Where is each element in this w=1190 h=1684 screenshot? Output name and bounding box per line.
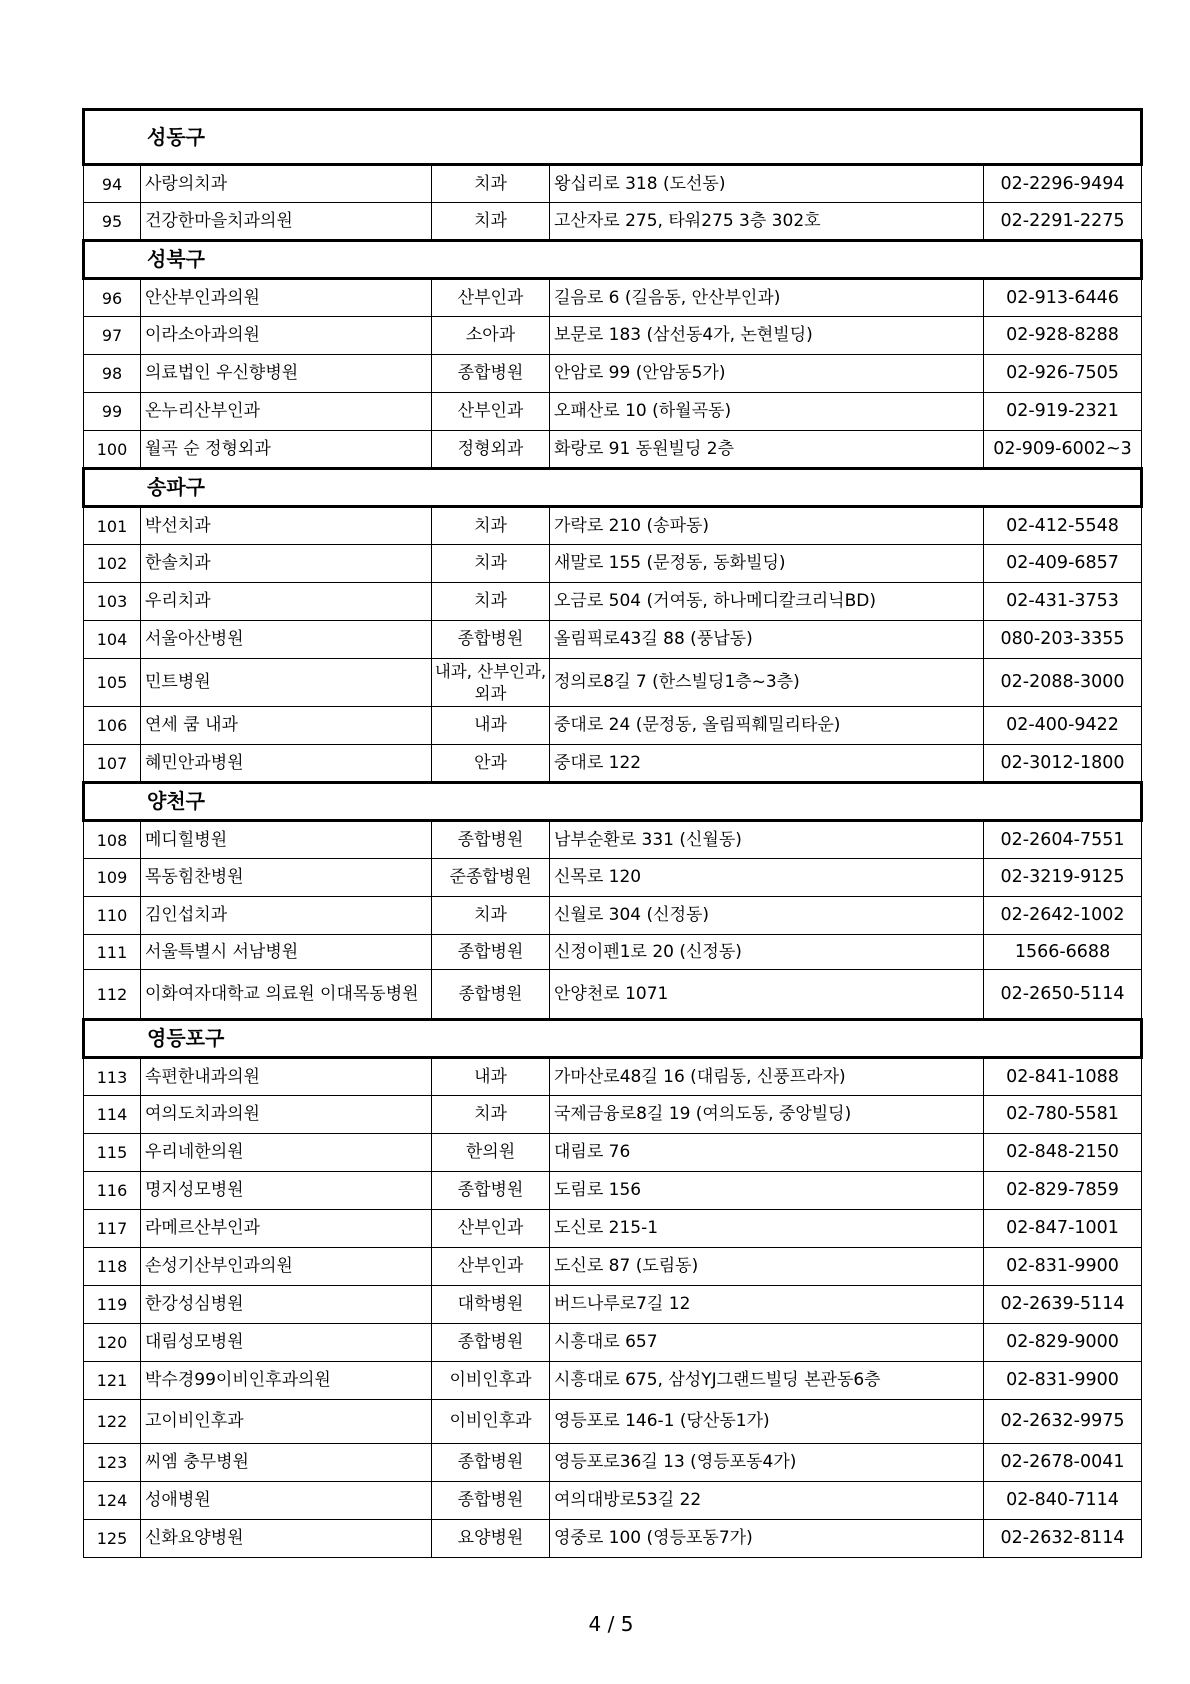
row-number: 103 — [84, 583, 141, 621]
section-header-row — [84, 1020, 1142, 1058]
department: 한의원 — [432, 1134, 550, 1172]
department: 대학병원 — [432, 1286, 550, 1324]
address: 오패산로 10 (하월곡동) — [550, 393, 984, 431]
row-number: 104 — [84, 621, 141, 659]
hospital-name: 여의도치과의원 — [141, 1096, 432, 1134]
phone-number: 02-840-7114 — [984, 1482, 1142, 1520]
address: 중대로 24 (문정동, 올림픽훼밀리타운) — [550, 707, 984, 745]
hospital-name: 건강한마을치과의원 — [141, 203, 432, 241]
row-number: 109 — [84, 859, 141, 897]
address: 대림로 76 — [550, 1134, 984, 1172]
row-number: 125 — [84, 1520, 141, 1558]
row-number: 107 — [84, 745, 141, 783]
department: 치과 — [432, 507, 550, 545]
phone-number: 02-2604-7551 — [984, 821, 1142, 859]
phone-number: 02-2650-5114 — [984, 970, 1142, 1020]
table-row — [84, 1210, 1142, 1248]
section-title: 송파구 — [84, 469, 1142, 507]
address: 가마산로48길 16 (대림동, 신풍프라자) — [550, 1058, 984, 1096]
table-row — [84, 621, 1142, 659]
table-row — [84, 583, 1142, 621]
phone-number: 02-909-6002~3 — [984, 431, 1142, 469]
row-number: 124 — [84, 1482, 141, 1520]
hospital-name: 월곡 순 정형외과 — [141, 431, 432, 469]
row-number: 115 — [84, 1134, 141, 1172]
department: 소아과 — [432, 317, 550, 355]
table-row — [84, 545, 1142, 583]
section-header-row — [84, 241, 1142, 279]
table-row — [84, 1248, 1142, 1286]
department: 요양병원 — [432, 1520, 550, 1558]
phone-number: 02-913-6446 — [984, 279, 1142, 317]
department: 산부인과 — [432, 1210, 550, 1248]
address: 남부순환로 331 (신월동) — [550, 821, 984, 859]
table-row — [84, 707, 1142, 745]
phone-number: 02-841-1088 — [984, 1058, 1142, 1096]
address: 정의로8길 7 (한스빌딩1층~3층) — [550, 659, 984, 707]
address: 안양천로 1071 — [550, 970, 984, 1020]
phone-number: 080-203-3355 — [984, 621, 1142, 659]
phone-number: 02-919-2321 — [984, 393, 1142, 431]
hospital-name: 이화여자대학교 의료원 이대목동병원 — [141, 970, 432, 1020]
address: 화랑로 91 동원빌딩 2층 — [550, 431, 984, 469]
table-row — [84, 821, 1142, 859]
phone-number: 02-409-6857 — [984, 545, 1142, 583]
table-row — [84, 1134, 1142, 1172]
table-row — [84, 1520, 1142, 1558]
row-number: 116 — [84, 1172, 141, 1210]
address: 여의대방로53길 22 — [550, 1482, 984, 1520]
table-row — [84, 279, 1142, 317]
table-row — [84, 355, 1142, 393]
address: 중대로 122 — [550, 745, 984, 783]
hospital-name: 김인섭치과 — [141, 897, 432, 935]
row-number: 96 — [84, 279, 141, 317]
department: 치과 — [432, 203, 550, 241]
department: 치과 — [432, 1096, 550, 1134]
address: 버드나루로7길 12 — [550, 1286, 984, 1324]
department: 준종합병원 — [432, 859, 550, 897]
department: 이비인후과 — [432, 1400, 550, 1444]
hospital-name: 메디힐병원 — [141, 821, 432, 859]
address: 가락로 210 (송파동) — [550, 507, 984, 545]
hospital-name: 씨엠 충무병원 — [141, 1444, 432, 1482]
department: 종합병원 — [432, 621, 550, 659]
table-row — [84, 745, 1142, 783]
table-row — [84, 1362, 1142, 1400]
hospital-name: 신화요양병원 — [141, 1520, 432, 1558]
hospital-name: 의료법인 우신향병원 — [141, 355, 432, 393]
row-number: 101 — [84, 507, 141, 545]
hospital-name: 사랑의치과 — [141, 165, 432, 203]
phone-number: 02-2632-8114 — [984, 1520, 1142, 1558]
address: 올림픽로43길 88 (풍납동) — [550, 621, 984, 659]
department: 산부인과 — [432, 393, 550, 431]
department: 종합병원 — [432, 821, 550, 859]
table-row — [84, 859, 1142, 897]
table-row — [84, 1482, 1142, 1520]
section-header-row — [84, 783, 1142, 821]
department: 종합병원 — [432, 1324, 550, 1362]
table-row — [84, 1286, 1142, 1324]
department: 종합병원 — [432, 1172, 550, 1210]
row-number: 113 — [84, 1058, 141, 1096]
address: 시흥대로 657 — [550, 1324, 984, 1362]
hospital-name: 혜민안과병원 — [141, 745, 432, 783]
table-row — [84, 659, 1142, 707]
department: 안과 — [432, 745, 550, 783]
phone-number: 02-400-9422 — [984, 707, 1142, 745]
hospital-name: 손성기산부인과의원 — [141, 1248, 432, 1286]
hospital-name: 서울특별시 서남병원 — [141, 935, 432, 970]
section-header-row — [84, 469, 1142, 507]
address: 안암로 99 (안암동5가) — [550, 355, 984, 393]
department: 내과, 산부인과,외과 — [432, 659, 550, 707]
address: 시흥대로 675, 삼성YJ그랜드빌딩 본관동6층 — [550, 1362, 984, 1400]
department: 종합병원 — [432, 1444, 550, 1482]
department: 산부인과 — [432, 1248, 550, 1286]
department: 치과 — [432, 583, 550, 621]
row-number: 97 — [84, 317, 141, 355]
hospital-name: 성애병원 — [141, 1482, 432, 1520]
table-row — [84, 970, 1142, 1020]
table-row — [84, 1444, 1142, 1482]
department: 내과 — [432, 707, 550, 745]
phone-number: 1566-6688 — [984, 935, 1142, 970]
hospital-name: 서울아산병원 — [141, 621, 432, 659]
table-row — [84, 165, 1142, 203]
hospital-name: 안산부인과의원 — [141, 279, 432, 317]
row-number: 120 — [84, 1324, 141, 1362]
table-row — [84, 1172, 1142, 1210]
hospital-name: 이라소아과의원 — [141, 317, 432, 355]
table-row — [84, 1400, 1142, 1444]
table-row — [84, 393, 1142, 431]
address: 고산자로 275, 타워275 3층 302호 — [550, 203, 984, 241]
table-row — [84, 317, 1142, 355]
address: 보문로 183 (삼선동4가, 논현빌딩) — [550, 317, 984, 355]
table-row — [84, 897, 1142, 935]
phone-number: 02-2632-9975 — [984, 1400, 1142, 1444]
address: 신정이펜1로 20 (신정동) — [550, 935, 984, 970]
section-header-row — [84, 110, 1142, 165]
phone-number: 02-829-7859 — [984, 1172, 1142, 1210]
phone-number: 02-2296-9494 — [984, 165, 1142, 203]
hospital-table — [82, 108, 1143, 1558]
address: 신월로 304 (신정동) — [550, 897, 984, 935]
row-number: 98 — [84, 355, 141, 393]
phone-number: 02-2642-1002 — [984, 897, 1142, 935]
phone-number: 02-3219-9125 — [984, 859, 1142, 897]
department: 내과 — [432, 1058, 550, 1096]
hospital-name: 우리치과 — [141, 583, 432, 621]
phone-number: 02-2639-5114 — [984, 1286, 1142, 1324]
address: 신목로 120 — [550, 859, 984, 897]
row-number: 108 — [84, 821, 141, 859]
table-row — [84, 431, 1142, 469]
hospital-name: 라메르산부인과 — [141, 1210, 432, 1248]
address: 오금로 504 (거여동, 하나메디칼크리닉BD) — [550, 583, 984, 621]
phone-number: 02-780-5581 — [984, 1096, 1142, 1134]
table-row — [84, 1324, 1142, 1362]
department: 이비인후과 — [432, 1362, 550, 1400]
section-title: 영등포구 — [84, 1020, 1142, 1058]
department: 치과 — [432, 165, 550, 203]
address: 왕십리로 318 (도선동) — [550, 165, 984, 203]
table-row — [84, 507, 1142, 545]
row-number: 99 — [84, 393, 141, 431]
address: 영등포로 146-1 (당산동1가) — [550, 1400, 984, 1444]
table-row — [84, 1096, 1142, 1134]
department: 종합병원 — [432, 970, 550, 1020]
row-number: 105 — [84, 659, 141, 707]
department: 치과 — [432, 897, 550, 935]
department: 종합병원 — [432, 1482, 550, 1520]
address: 영중로 100 (영등포동7가) — [550, 1520, 984, 1558]
address: 새말로 155 (문정동, 동화빌딩) — [550, 545, 984, 583]
address: 국제금융로8길 19 (여의도동, 중앙빌딩) — [550, 1096, 984, 1134]
hospital-name: 우리네한의원 — [141, 1134, 432, 1172]
hospital-name: 민트병원 — [141, 659, 432, 707]
department: 치과 — [432, 545, 550, 583]
row-number: 102 — [84, 545, 141, 583]
table-row — [84, 935, 1142, 970]
row-number: 114 — [84, 1096, 141, 1134]
department: 정형외과 — [432, 431, 550, 469]
hospital-name: 고이비인후과 — [141, 1400, 432, 1444]
section-title: 성동구 — [84, 110, 1142, 165]
phone-number: 02-847-1001 — [984, 1210, 1142, 1248]
phone-number: 02-2678-0041 — [984, 1444, 1142, 1482]
address: 길음로 6 (길음동, 안산부인과) — [550, 279, 984, 317]
row-number: 111 — [84, 935, 141, 970]
phone-number: 02-829-9000 — [984, 1324, 1142, 1362]
phone-number: 02-412-5548 — [984, 507, 1142, 545]
row-number: 106 — [84, 707, 141, 745]
section-title: 양천구 — [84, 783, 1142, 821]
address: 도신로 87 (도림동) — [550, 1248, 984, 1286]
row-number: 112 — [84, 970, 141, 1020]
hospital-name: 목동힘찬병원 — [141, 859, 432, 897]
phone-number: 02-831-9900 — [984, 1362, 1142, 1400]
department: 종합병원 — [432, 935, 550, 970]
hospital-name: 연세 쿰 내과 — [141, 707, 432, 745]
hospital-name: 대림성모병원 — [141, 1324, 432, 1362]
hospital-name: 박선치과 — [141, 507, 432, 545]
phone-number: 02-2291-2275 — [984, 203, 1142, 241]
phone-number: 02-2088-3000 — [984, 659, 1142, 707]
department: 산부인과 — [432, 279, 550, 317]
phone-number: 02-926-7505 — [984, 355, 1142, 393]
row-number: 94 — [84, 165, 141, 203]
row-number: 123 — [84, 1444, 141, 1482]
address: 도림로 156 — [550, 1172, 984, 1210]
page-number: 4 / 5 — [588, 1612, 634, 1636]
row-number: 95 — [84, 203, 141, 241]
hospital-name: 한강성심병원 — [141, 1286, 432, 1324]
address: 도신로 215-1 — [550, 1210, 984, 1248]
hospital-name: 박수경99이비인후과의원 — [141, 1362, 432, 1400]
phone-number: 02-3012-1800 — [984, 745, 1142, 783]
section-title: 성북구 — [84, 241, 1142, 279]
row-number: 119 — [84, 1286, 141, 1324]
table-row — [84, 1058, 1142, 1096]
phone-number: 02-831-9900 — [984, 1248, 1142, 1286]
hospital-name: 한솔치과 — [141, 545, 432, 583]
phone-number: 02-848-2150 — [984, 1134, 1142, 1172]
hospital-name: 속편한내과의원 — [141, 1058, 432, 1096]
row-number: 122 — [84, 1400, 141, 1444]
department: 종합병원 — [432, 355, 550, 393]
phone-number: 02-431-3753 — [984, 583, 1142, 621]
table-row — [84, 203, 1142, 241]
row-number: 117 — [84, 1210, 141, 1248]
hospital-name: 온누리산부인과 — [141, 393, 432, 431]
row-number: 110 — [84, 897, 141, 935]
address: 영등포로36길 13 (영등포동4가) — [550, 1444, 984, 1482]
row-number: 121 — [84, 1362, 141, 1400]
row-number: 100 — [84, 431, 141, 469]
phone-number: 02-928-8288 — [984, 317, 1142, 355]
hospital-name: 명지성모병원 — [141, 1172, 432, 1210]
row-number: 118 — [84, 1248, 141, 1286]
